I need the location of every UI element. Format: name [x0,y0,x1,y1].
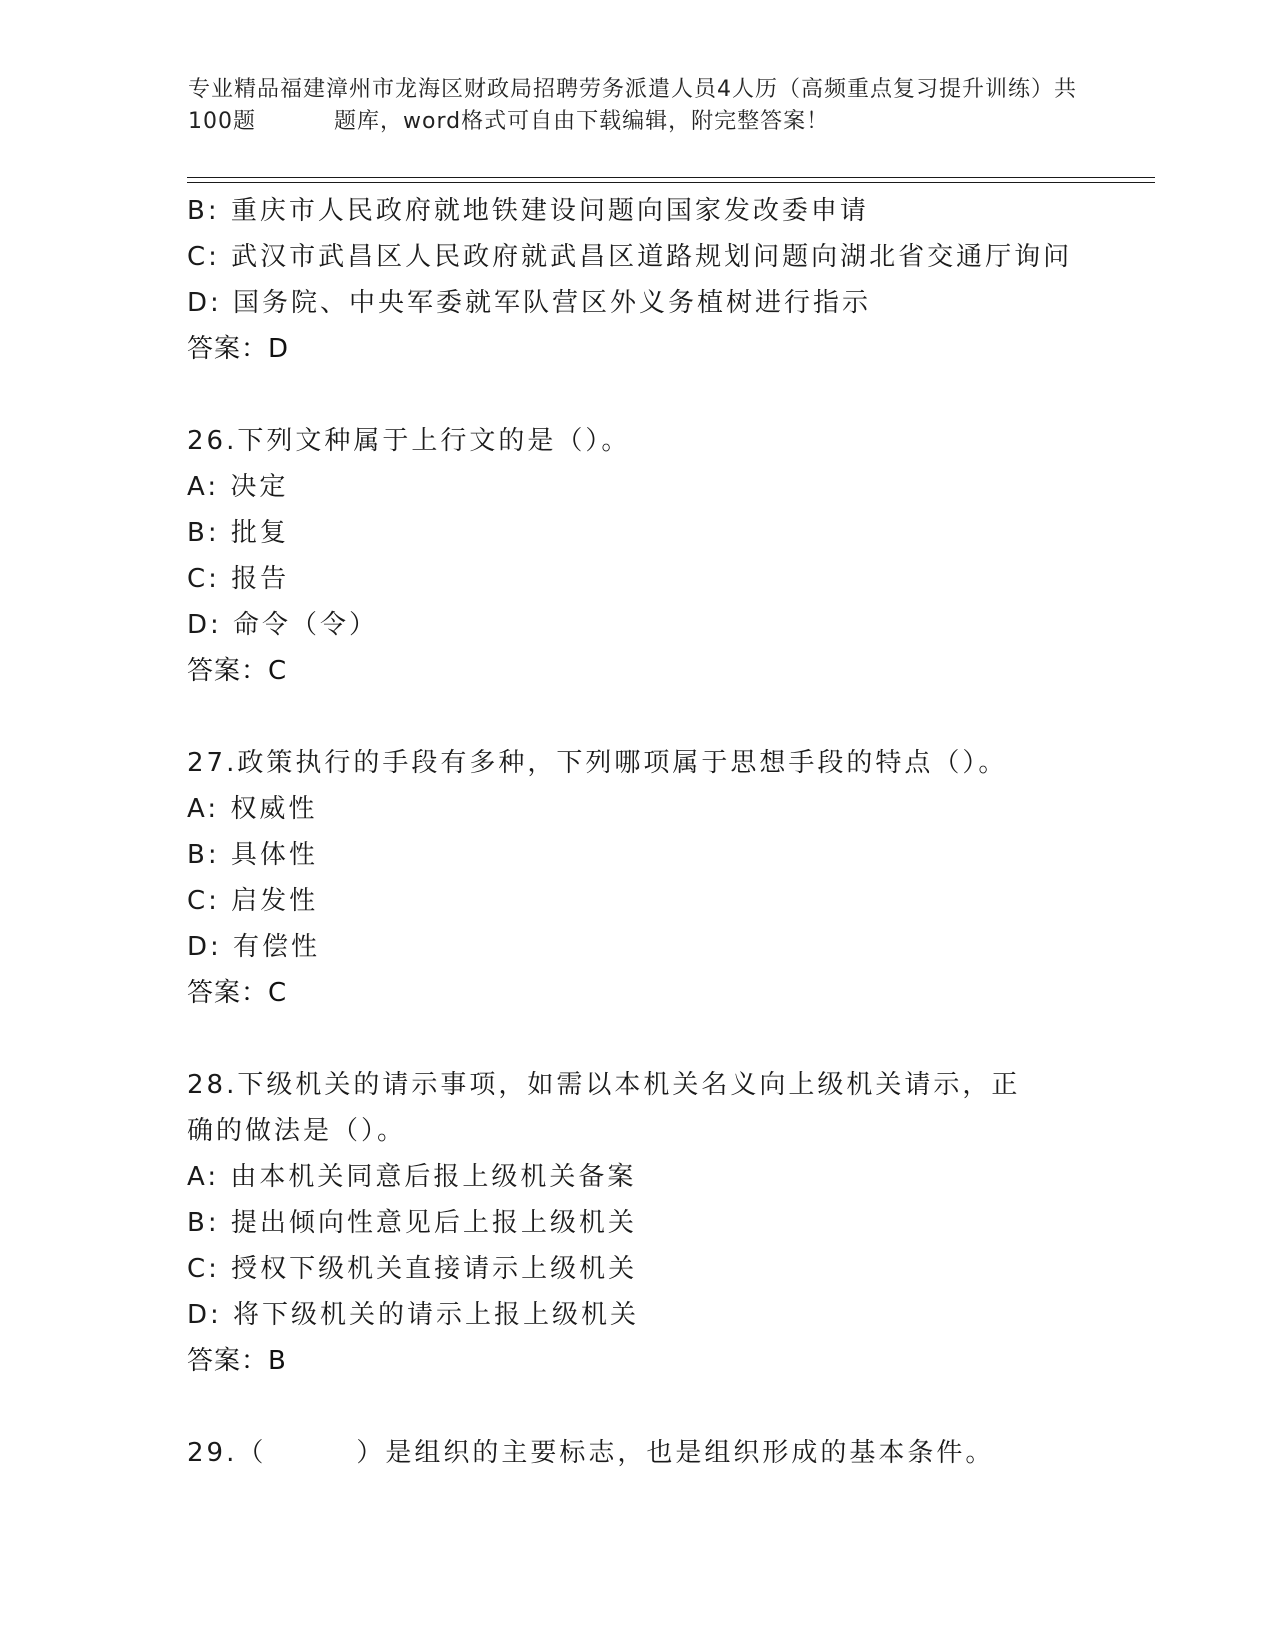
option-d: D: 命令（令） [187,610,379,640]
option-b: B: 提出倾向性意见后上报上级机关 [187,1208,637,1238]
stem-prefix: 29.（ [187,1438,267,1468]
header-rule-top [187,177,1155,178]
answer-line: 答案：D [187,334,290,364]
option-a: A: 决定 [187,472,289,502]
answer-line: 答案：C [187,656,288,686]
question-stem: 26.下列文种属于上行文的是（）。 [187,426,631,456]
option-c: C: 启发性 [187,886,319,916]
question-29 [187,1430,1087,1476]
option-a: A: 权威性 [187,794,318,824]
option-c: C: 授权下级机关直接请示上级机关 [187,1254,638,1284]
option-d: D: 国务院、中央军委就军队营区外义务植树进行指示 [187,288,872,318]
option-d: D: 有偿性 [187,932,321,962]
header-rule-bottom [187,182,1155,183]
stem-suffix: ）是组织的主要标志，也是组织形成的基本条件。 [356,1438,995,1468]
question-27 [187,740,1087,1016]
option-c: C: 报告 [187,564,290,594]
answer-line: 答案：B [187,1346,287,1376]
option-c: C: 武汉市武昌区人民政府就武昌区道路规划问题向湖北省交通厅询问 [187,242,1073,272]
question-26 [187,418,1087,694]
continued-question [187,188,1087,372]
header-title: 专业精品福建漳州市龙海区财政局招聘劳务派遣人员4人历（高频重点复习提升训练）共100题 [188,77,1077,134]
question-stem [187,1430,1087,1476]
option-d: D: 将下级机关的请示上报上级机关 [187,1300,640,1330]
page-header [188,74,1088,138]
option-a: A: 由本机关同意后报上级机关备案 [187,1162,637,1192]
option-b: B: 批复 [187,518,289,548]
answer-line: 答案：C [187,978,288,1008]
option-b: B: 具体性 [187,840,318,870]
header-subtitle: 题库，word格式可自由下载编辑，附完整答案！ [334,109,830,134]
question-stem: 27.政策执行的手段有多种，下列哪项属于思想手段的特点（）。 [187,748,1008,778]
question-content [187,188,1087,1476]
question-28 [187,1062,1087,1384]
question-stem: 28.下级机关的请示事项，如需以本机关名义向上级机关请示，正确的做法是（）。 [187,1070,1021,1146]
option-b: B: 重庆市人民政府就地铁建设问题向国家发改委申请 [187,196,869,226]
